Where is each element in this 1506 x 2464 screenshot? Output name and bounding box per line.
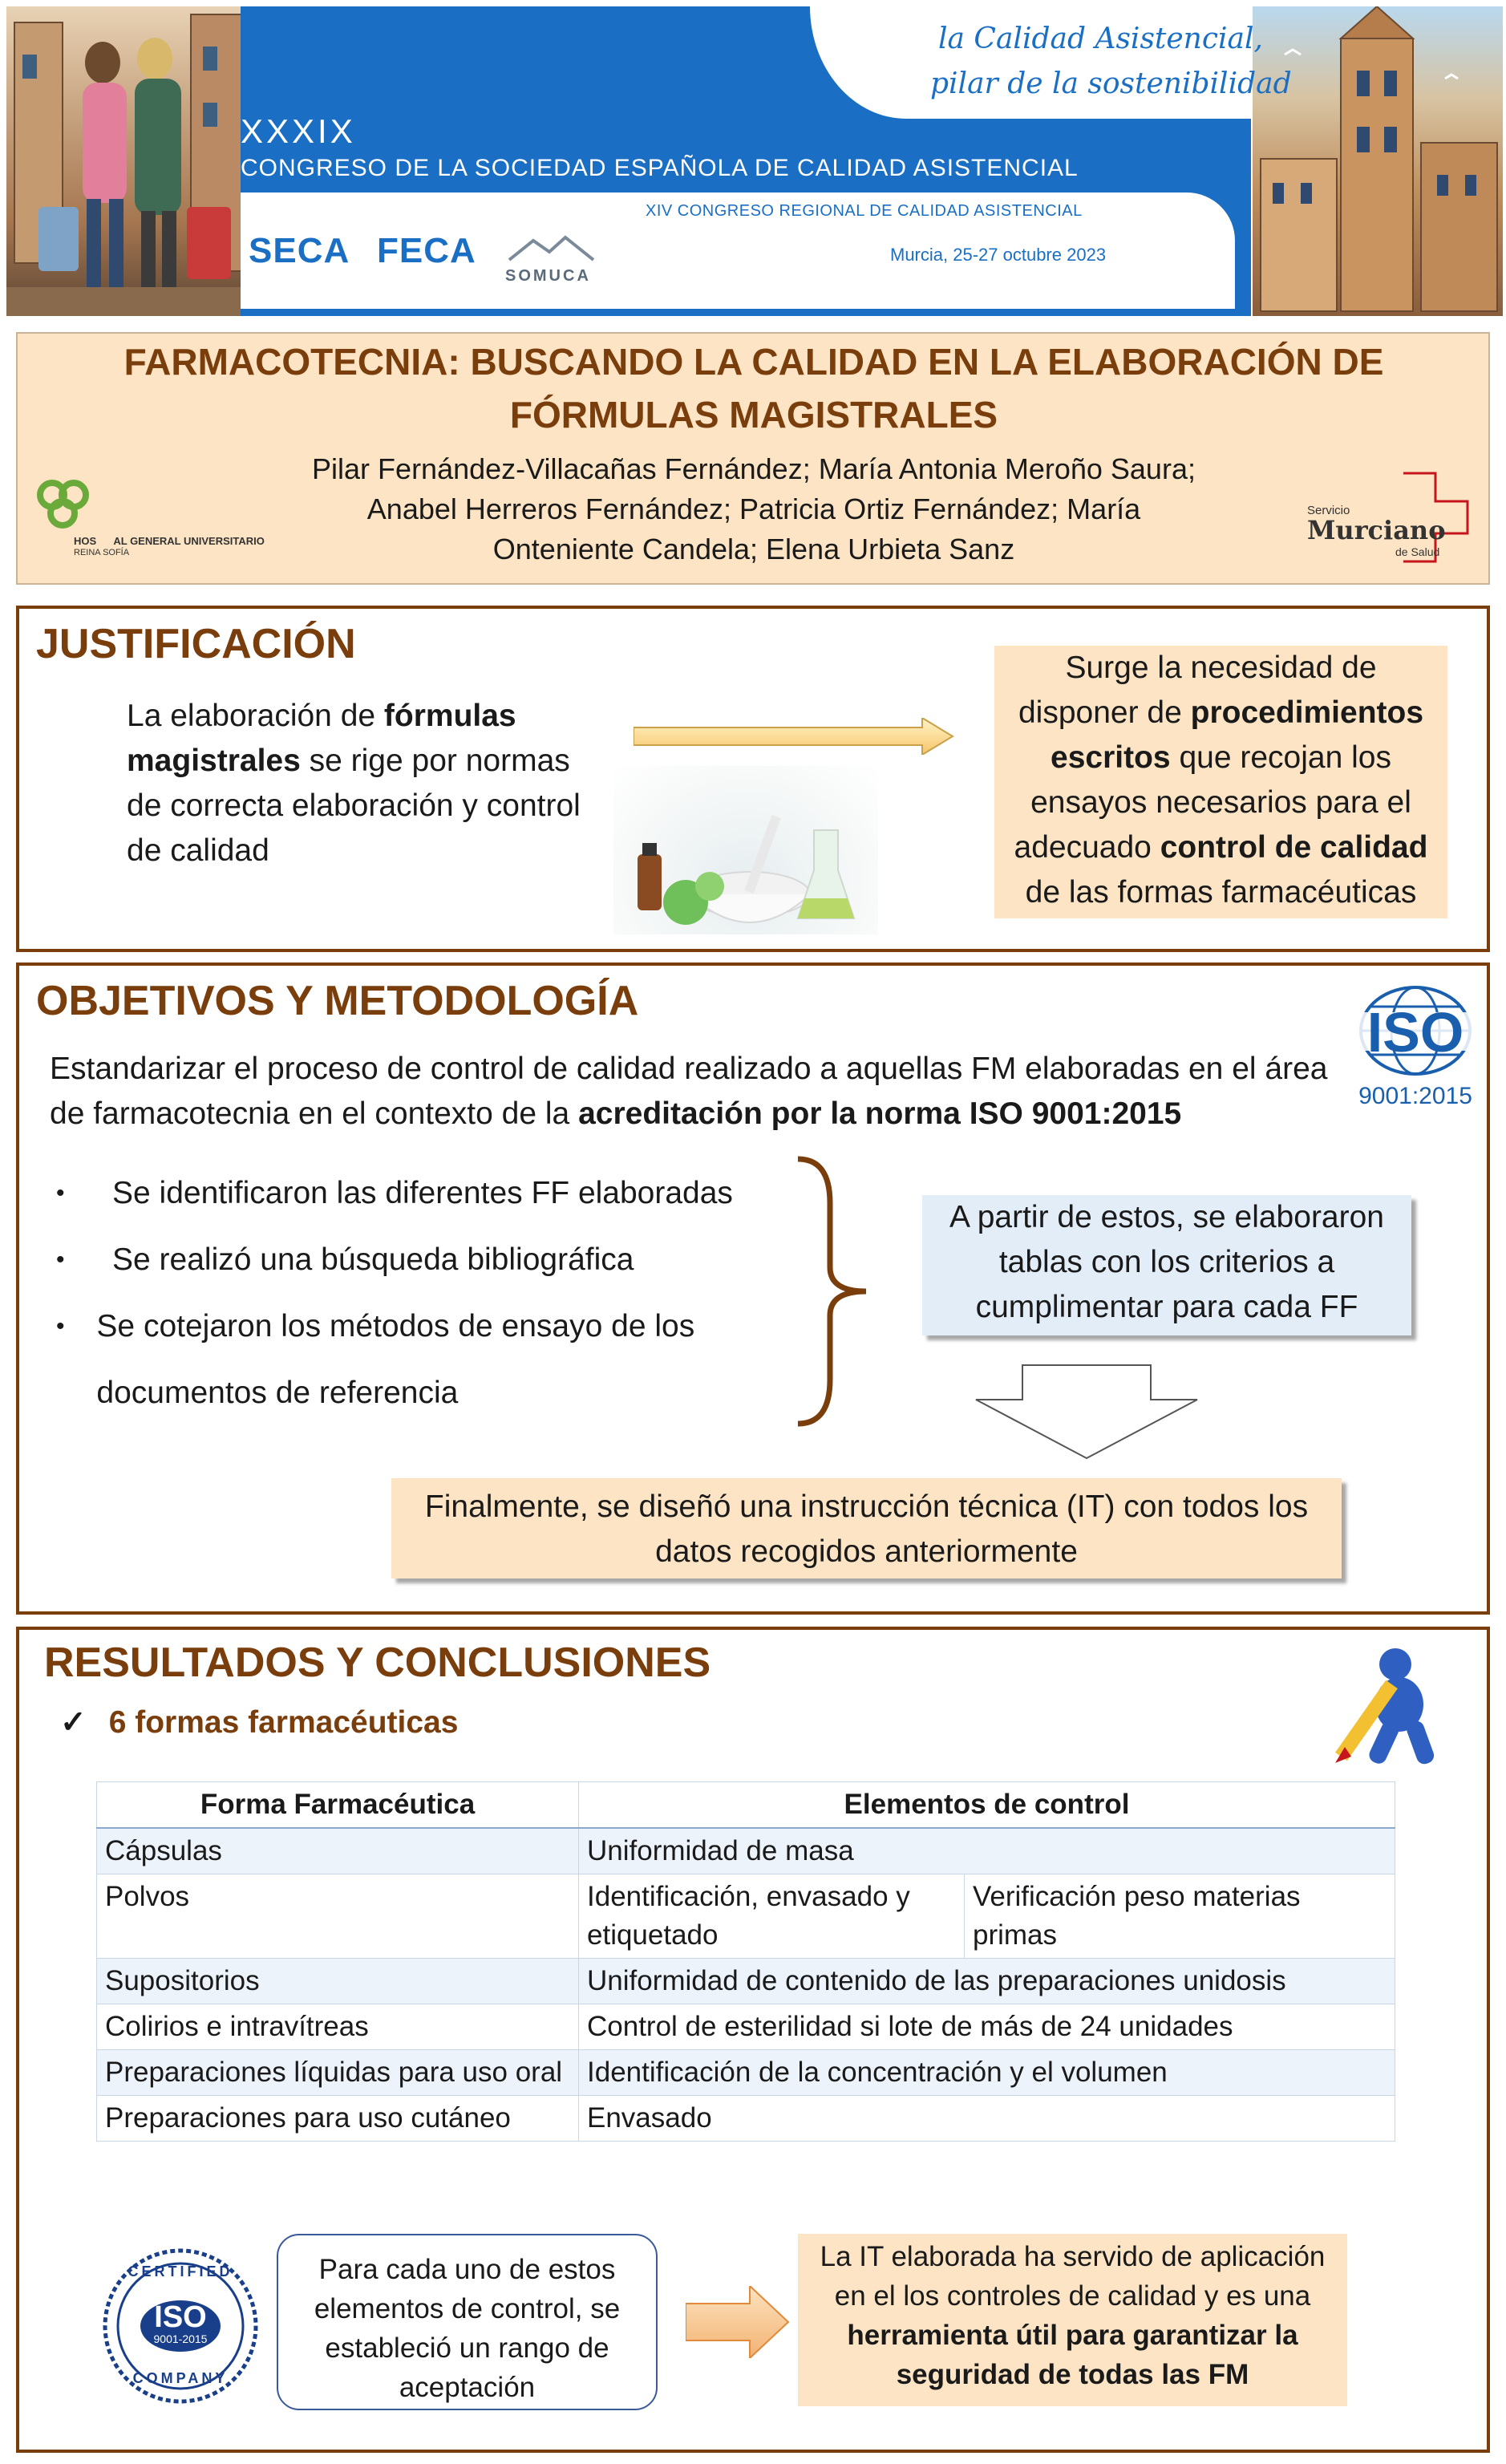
table-cell: Verificación peso materias primas bbox=[965, 1874, 1395, 1959]
rango-aceptacion-box: Para cada uno de estos elementos de control, se estableció un rango de aceptación bbox=[277, 2234, 658, 2410]
bullet-icon: • bbox=[56, 1246, 65, 1273]
table-cell: Preparaciones para uso cutáneo bbox=[97, 2096, 579, 2142]
justificacion-title: JUSTIFICACIÓN bbox=[36, 621, 356, 667]
seal-top-text: CERTIFIED bbox=[128, 2263, 233, 2280]
conclusion-text-a: La IT elaborada ha servido de aplicación en el los controles de calidad y es una bbox=[820, 2241, 1326, 2312]
authors-line3: Onteniente Candela; Elena Urbieta Sanz bbox=[492, 533, 1015, 565]
table-cell: Colirios e intravítreas bbox=[97, 2004, 579, 2050]
table-row bbox=[97, 2050, 1395, 2096]
list-item-text: Se realizó una búsqueda bibliográfica bbox=[112, 1242, 634, 1277]
necesidad-text-e: de las formas farmacéuticas bbox=[1025, 875, 1417, 910]
hospital-logo-subtext: REINA SOFÍA bbox=[74, 548, 130, 557]
lab-mortar-photo bbox=[613, 766, 878, 934]
feca-logo: FECA bbox=[377, 231, 476, 270]
check-item-text: 6 formas farmacéuticas bbox=[108, 1705, 459, 1740]
somuca-logo bbox=[505, 234, 609, 285]
table-cell: Polvos bbox=[97, 1874, 579, 1959]
necesidad-text-a: Surge la necesidad de disponer de bbox=[1018, 650, 1377, 730]
list-item-text: Se cotejaron los métodos de ensayo de los documentos de referencia bbox=[96, 1309, 695, 1410]
check-icon: ✓ bbox=[60, 1705, 87, 1740]
formas-table bbox=[96, 1781, 1395, 2142]
pencil-figure-icon bbox=[1327, 1644, 1463, 1773]
table-header: Forma Farmacéutica bbox=[97, 1782, 579, 1829]
justificacion-text-a: La elaboración de bbox=[127, 699, 384, 733]
motto-line1: la Calidad Asistencial, bbox=[938, 22, 1263, 55]
authors-line2: Anabel Herreros Fernández; Patricia Ortiz Fernández; María bbox=[366, 492, 1141, 525]
table-row bbox=[97, 1874, 1395, 1959]
check-item bbox=[60, 1704, 458, 1741]
curly-brace-icon bbox=[790, 1155, 878, 1428]
cathedral-illustration bbox=[1253, 6, 1503, 316]
iso-9001-logo bbox=[1343, 979, 1488, 1115]
table-cell: Envasado bbox=[579, 2096, 1395, 2142]
list-item bbox=[56, 1171, 794, 1238]
table-cell: Preparaciones líquidas para uso oral bbox=[97, 2050, 579, 2096]
travelers-illustration bbox=[6, 6, 253, 316]
necesidad-text-c: que recojan los ensayos necesarios para el adecuado bbox=[1014, 740, 1411, 865]
objetivos-text-a: Estandarizar el proceso de control de calidad realizado a aquellas FM elaboradas en el área de farmacotecnia en el contexto de la bbox=[50, 1052, 1328, 1131]
orange-arrow-icon bbox=[686, 2286, 790, 2358]
seca-logo: SECA bbox=[249, 231, 350, 270]
table-header: Elementos de control bbox=[579, 1782, 1395, 1829]
conclusion-box bbox=[798, 2234, 1347, 2406]
table-cell: Identificación de la concentración y el volumen bbox=[579, 2050, 1395, 2096]
hospital-logo bbox=[32, 477, 273, 557]
seal-iso-text: ISO bbox=[154, 2300, 207, 2334]
hospital-logo-text: HOS AL GENERAL UNIVERSITARIO bbox=[74, 535, 265, 547]
objetivos-text bbox=[50, 1047, 1341, 1137]
bullet-icon: • bbox=[56, 1180, 65, 1206]
necesidad-text-bold2: control de calidad bbox=[1160, 830, 1428, 865]
conclusion-text-bold: herramienta útil para garantizar la seguridad de todas las FM bbox=[847, 2320, 1298, 2390]
resultados-title: RESULTADOS Y CONCLUSIONES bbox=[44, 1639, 711, 1686]
table-row bbox=[97, 2096, 1395, 2142]
table-row bbox=[97, 1959, 1395, 2004]
table-cell: Cápsulas bbox=[97, 1828, 579, 1874]
iso-logo-sub: 9001:2015 bbox=[1358, 1083, 1472, 1109]
somuca-logo-text: SOMUCA bbox=[505, 267, 591, 285]
table-header-row bbox=[97, 1782, 1395, 1829]
authors bbox=[273, 449, 1235, 569]
seal-num-text: 9001-2015 bbox=[153, 2332, 208, 2345]
poster-title-line2: FÓRMULAS MAGISTRALES bbox=[509, 394, 998, 436]
hospital-knot-icon bbox=[32, 477, 104, 533]
bullet-icon: • bbox=[56, 1313, 65, 1339]
metodologia-list bbox=[56, 1171, 794, 1426]
table-row bbox=[97, 1828, 1395, 1874]
congress-number: XXXIX bbox=[241, 112, 356, 150]
justificacion-text-c: se rige por normas de correcta elaboración y control de calidad bbox=[127, 744, 581, 868]
table-row bbox=[97, 2004, 1395, 2050]
justificacion-text-bold: fórmulas magistrales bbox=[127, 699, 516, 778]
list-item-text: Se identificaron las diferentes FF elaboradas bbox=[112, 1176, 733, 1210]
servicio-murciano-logo bbox=[1307, 465, 1484, 569]
congress-date: Murcia, 25-27 octubre 2023 bbox=[890, 245, 1107, 265]
table-cell: Supositorios bbox=[97, 1959, 579, 2004]
sms-logo-line3: de Salud bbox=[1395, 545, 1440, 558]
objetivos-text-bold: acreditación por la norma ISO 9001:2015 bbox=[578, 1096, 1182, 1131]
right-arrow-icon bbox=[634, 718, 954, 755]
sms-logo-line2: Murciano bbox=[1307, 515, 1446, 545]
congress-subtitle: XIV CONGRESO REGIONAL DE CALIDAD ASISTENCIAL bbox=[646, 202, 1083, 220]
list-item bbox=[56, 1304, 794, 1426]
justificacion-text bbox=[127, 694, 600, 873]
table-cell: Identificación, envasado y etiquetado bbox=[579, 1874, 965, 1959]
iso-certified-seal bbox=[100, 2246, 261, 2406]
necesidad-box bbox=[994, 646, 1447, 918]
iso-logo-text: ISO bbox=[1366, 1001, 1464, 1064]
table-cell: Uniformidad de masa bbox=[579, 1828, 1395, 1874]
poster-title-line1: FARMACOTECNIA: BUSCANDO LA CALIDAD EN LA ELABORACIÓN DE bbox=[123, 341, 1384, 383]
seal-bottom-text: COMPANY bbox=[132, 2370, 229, 2386]
tablas-box: A partir de estos, se elaboraron tablas con los criterios a cumplimentar para cada FF bbox=[922, 1195, 1411, 1335]
objetivos-title: OBJETIVOS Y METODOLOGÍA bbox=[36, 978, 639, 1024]
table-cell: Uniformidad de contenido de las preparaciones unidosis bbox=[579, 1959, 1395, 2004]
congress-title: CONGRESO DE LA SOCIEDAD ESPAÑOLA DE CALIDAD ASISTENCIAL bbox=[241, 155, 1079, 181]
down-arrow-icon bbox=[974, 1364, 1199, 1460]
instruccion-tecnica-box: Finalmente, se diseñó una instrucción técnica (IT) con todos los datos recogidos anteriormente bbox=[391, 1478, 1342, 1578]
poster-title bbox=[96, 335, 1411, 441]
sms-logo-line1: Servicio bbox=[1307, 504, 1350, 517]
somuca-mountain-icon bbox=[505, 234, 609, 263]
necesidad-text-bold1: procedimientos escritos bbox=[1051, 695, 1424, 775]
table-cell: Control de esterilidad si lote de más de 24 unidades bbox=[579, 2004, 1395, 2050]
authors-line1: Pilar Fernández-Villacañas Fernández; María Antonia Meroño Saura; bbox=[312, 452, 1196, 485]
motto-line2: pilar de la sostenibilidad bbox=[930, 67, 1292, 100]
